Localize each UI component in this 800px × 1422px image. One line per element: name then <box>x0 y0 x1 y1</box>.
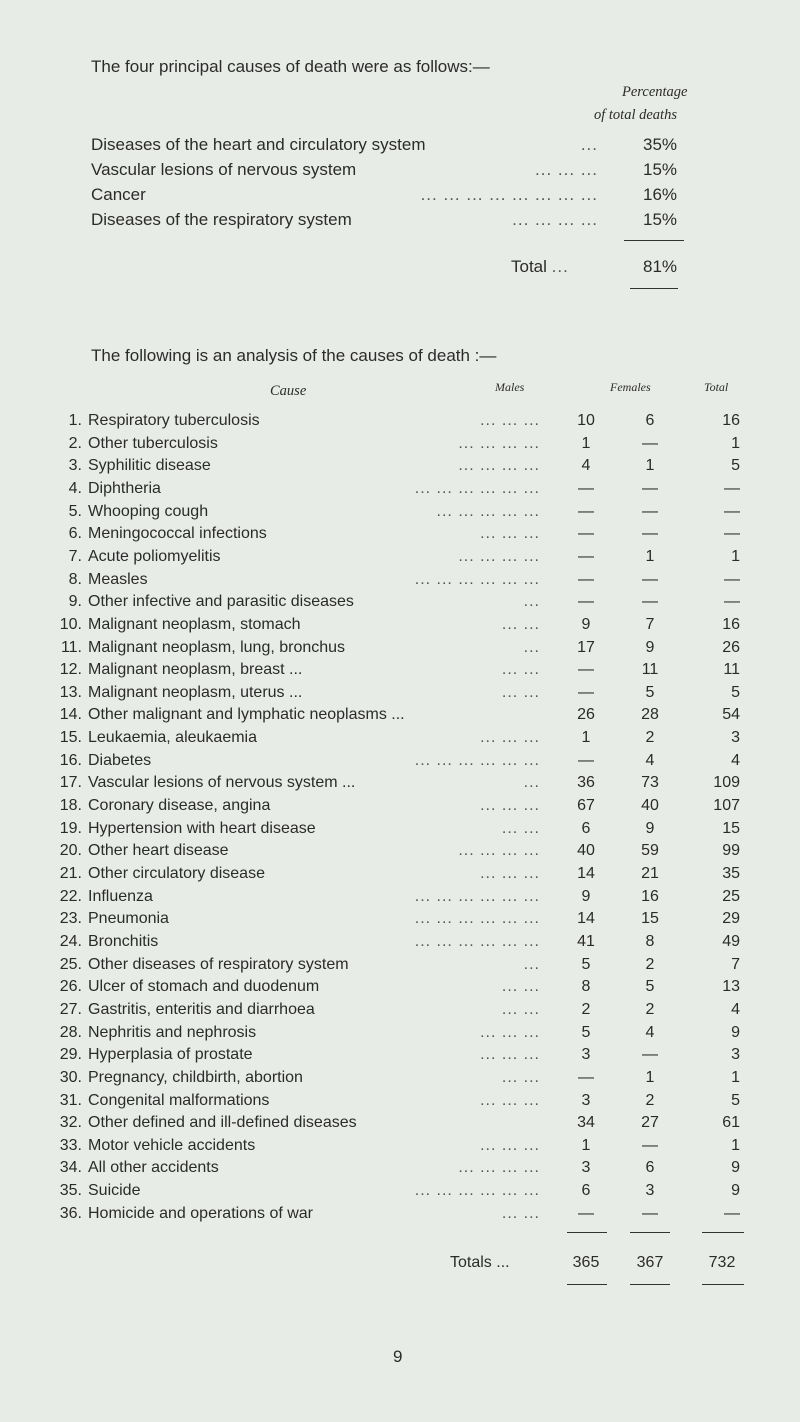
females-value: — <box>642 1046 658 1063</box>
totals-rule-bottom-total <box>702 1284 744 1285</box>
cause-label: Other diseases of respiratory system <box>88 956 349 973</box>
principal-cause-percentage: 15% <box>642 210 678 229</box>
leader-dots: ... ... ... <box>480 525 540 542</box>
males-value: 67 <box>577 797 595 814</box>
cause-label: Respiratory tuberculosis <box>88 412 260 429</box>
row-number: 13. <box>59 684 82 701</box>
total-value: 99 <box>722 842 740 859</box>
leader-dots: ... ... <box>501 1205 540 1222</box>
females-value: 6 <box>645 412 655 429</box>
row-number: 20. <box>59 842 82 859</box>
males-value: 5 <box>581 956 591 973</box>
row-number: 24. <box>59 933 82 950</box>
males-value: — <box>578 593 594 610</box>
row-number: 5. <box>68 503 82 520</box>
total-value: 9 <box>731 1024 740 1041</box>
cause-label: Pregnancy, childbirth, abortion <box>88 1069 303 1086</box>
leader-dots: ... ... ... ... ... <box>436 503 540 520</box>
cause-column-header: Cause <box>270 383 307 399</box>
total-value: 5 <box>731 684 740 701</box>
row-number: 36. <box>59 1205 82 1222</box>
males-value: 17 <box>577 639 595 656</box>
section2-intro: The following is an analysis of the causes of death :— <box>91 346 497 365</box>
cause-label: Ulcer of stomach and duodenum <box>88 978 320 995</box>
females-value: 9 <box>645 639 655 656</box>
row-number: 16. <box>59 752 82 769</box>
row-number: 2. <box>68 435 82 452</box>
leader-dots: ... ... ... <box>480 797 540 814</box>
leader-dots: ... ... ... ... ... ... <box>414 571 540 588</box>
cause-label: Syphilitic disease <box>88 457 211 474</box>
total-value: — <box>724 571 740 588</box>
females-value: — <box>642 435 658 452</box>
females-value: — <box>642 1137 658 1154</box>
total-value: 35 <box>722 865 740 882</box>
total-value: 13 <box>722 978 740 995</box>
percentage-header-line2: of total deaths <box>594 107 677 123</box>
females-value: 4 <box>645 1024 655 1041</box>
males-value: 36 <box>577 774 595 791</box>
leader-dots: ... <box>580 135 598 154</box>
females-value: 2 <box>645 1092 655 1109</box>
total-value: 11 <box>723 661 740 678</box>
leader-dots: ... ... ... <box>480 412 540 429</box>
males-value: 14 <box>577 910 595 927</box>
row-number: 30. <box>59 1069 82 1086</box>
total-value: 29 <box>722 910 740 927</box>
total-value: 1 <box>731 435 740 452</box>
total-value: 54 <box>722 706 740 723</box>
cause-label: Coronary disease, angina <box>88 797 271 814</box>
cause-label: Congenital malformations <box>88 1092 270 1109</box>
females-value: — <box>642 525 658 542</box>
row-number: 8. <box>68 571 82 588</box>
principal-cause-percentage: 35% <box>642 135 678 154</box>
row-number: 9. <box>68 593 82 610</box>
totals-label: Totals ... <box>450 1254 510 1271</box>
cause-label: Homicide and operations of war <box>88 1205 314 1222</box>
males-value: 1 <box>581 435 591 452</box>
row-number: 28. <box>59 1024 82 1041</box>
cause-label: Malignant neoplasm, stomach <box>88 616 301 633</box>
total-value: 5 <box>731 457 740 474</box>
principal-cause-label: Diseases of the heart and circulatory system <box>91 135 426 154</box>
females-value: 5 <box>645 684 655 701</box>
total-value: — <box>724 593 740 610</box>
leader-dots: ... ... ... ... <box>458 435 540 452</box>
leader-dots: ... <box>523 774 540 791</box>
females-value: 3 <box>645 1182 655 1199</box>
females-value: 15 <box>641 910 659 927</box>
males-value: — <box>578 684 594 701</box>
row-number: 18. <box>59 797 82 814</box>
males-value: 1 <box>581 1137 591 1154</box>
males-value: — <box>578 571 594 588</box>
leader-dots: ... ... ... ... <box>458 548 540 565</box>
males-value: 40 <box>577 842 595 859</box>
total-value: 4 <box>731 752 740 769</box>
leader-dots: ... <box>523 593 540 610</box>
males-value: 9 <box>581 888 591 905</box>
males-value: — <box>578 503 594 520</box>
leader-dots: ... ... ... <box>480 865 540 882</box>
cause-label: Vascular lesions of nervous system ... <box>88 774 356 791</box>
leader-dots: ... <box>523 639 540 656</box>
row-number: 10. <box>59 616 82 633</box>
principal-cause-percentage: 15% <box>642 160 678 179</box>
row-number: 14. <box>59 706 82 723</box>
cause-label: Diabetes <box>88 752 152 769</box>
females-value: 16 <box>641 888 659 905</box>
females-value: 73 <box>641 774 659 791</box>
row-number: 7. <box>68 548 82 565</box>
males-column-header: Males <box>495 380 525 394</box>
leader-dots: ... ... <box>501 684 540 701</box>
row-number: 34. <box>59 1159 82 1176</box>
total-rule-top <box>624 240 684 241</box>
females-column-header: Females <box>610 380 651 394</box>
total-value: 109 <box>713 774 740 791</box>
cause-label: Other defined and ill-defined diseases <box>88 1114 357 1131</box>
total-value: 9 <box>731 1159 740 1176</box>
row-number: 11. <box>60 639 82 656</box>
cause-label: Malignant neoplasm, breast ... <box>88 661 303 678</box>
principal-cause-label: Cancer <box>91 185 146 204</box>
cause-label: Other malignant and lymphatic neoplasms ... <box>88 706 405 723</box>
females-value: 8 <box>645 933 655 950</box>
section1-intro: The four principal causes of death were as follows:— <box>91 57 490 76</box>
females-value: 4 <box>645 752 655 769</box>
leader-dots: ... ... ... ... ... ... <box>414 888 540 905</box>
females-value: 11 <box>641 661 659 678</box>
total-value: — <box>724 525 740 542</box>
females-value: 1 <box>645 548 655 565</box>
females-value: 7 <box>645 616 655 633</box>
cause-label: Nephritis and nephrosis <box>88 1024 257 1041</box>
males-value: — <box>578 1205 594 1222</box>
total-value: 3 <box>731 729 740 746</box>
row-number: 1. <box>68 412 82 429</box>
leader-dots: ... ... ... ... ... ... ... ... <box>420 185 598 204</box>
leader-dots: ... ... ... ... ... ... <box>414 752 540 769</box>
leader-dots: ... ... <box>501 1001 540 1018</box>
males-value: 9 <box>581 616 591 633</box>
percentage-header-line1: Percentage <box>622 84 688 100</box>
leader-dots: ... ... ... <box>480 1046 540 1063</box>
males-value: 34 <box>577 1114 595 1131</box>
row-number: 27. <box>59 1001 82 1018</box>
row-number: 32. <box>59 1114 82 1131</box>
total-value: 1 <box>731 1069 740 1086</box>
total-value: 7 <box>731 956 740 973</box>
leader-dots: ... ... ... <box>480 1137 540 1154</box>
total-value: 107 <box>713 797 740 814</box>
cause-label: Malignant neoplasm, lung, bronchus <box>88 639 346 656</box>
cause-label: Other infective and parasitic diseases <box>88 593 354 610</box>
total-value: 25 <box>722 888 740 905</box>
males-value: 1 <box>581 729 591 746</box>
cause-label: Leukaemia, aleukaemia <box>88 729 257 746</box>
males-value: 8 <box>581 978 591 995</box>
totals-rule-top-females <box>630 1232 670 1233</box>
total-value: 15 <box>722 820 740 837</box>
females-value: 59 <box>641 842 659 859</box>
total-value: 4 <box>731 1001 740 1018</box>
leader-dots: ... ... ... ... <box>458 1159 540 1176</box>
total-value: 16 <box>722 412 740 429</box>
row-number: 21. <box>59 865 82 882</box>
leader-dots: ... ... <box>501 616 540 633</box>
cause-label: Other tuberculosis <box>88 435 218 452</box>
leader-dots: ... ... <box>501 978 540 995</box>
females-value: 21 <box>641 865 659 882</box>
total-value: 61 <box>722 1114 740 1131</box>
row-number: 26. <box>59 978 82 995</box>
males-value: 6 <box>581 1182 591 1199</box>
males-value: — <box>578 661 594 678</box>
females-value: 2 <box>645 729 655 746</box>
row-number: 15. <box>59 729 82 746</box>
row-number: 19. <box>59 820 82 837</box>
page-number: 9 <box>393 1347 403 1366</box>
total-value: 49 <box>722 933 740 950</box>
males-value: 26 <box>577 706 595 723</box>
males-value: 6 <box>581 820 591 837</box>
males-value: 4 <box>581 457 591 474</box>
cause-label: All other accidents <box>88 1159 219 1176</box>
females-value: 27 <box>641 1114 659 1131</box>
total-value: — <box>724 1205 740 1222</box>
males-value: — <box>578 525 594 542</box>
leader-dots: ... ... ... ... <box>458 457 540 474</box>
cause-label: Hypertension with heart disease <box>88 820 316 837</box>
row-number: 23. <box>59 910 82 927</box>
totals-males: 365 <box>572 1254 600 1271</box>
cause-label: Whooping cough <box>88 503 209 520</box>
cause-label: Influenza <box>88 888 153 905</box>
row-number: 33. <box>59 1137 82 1154</box>
total-value: 5 <box>731 1092 740 1109</box>
total-rule-bottom <box>630 288 678 289</box>
leader-dots: ... <box>523 956 540 973</box>
leader-dots: ... ... ... ... ... ... <box>414 933 540 950</box>
leader-dots: ... ... ... ... <box>512 210 598 229</box>
principal-total-value: 81% <box>642 257 678 276</box>
leader-dots: ... ... <box>501 1069 540 1086</box>
females-value: 6 <box>645 1159 655 1176</box>
cause-label: Pneumonia <box>88 910 169 927</box>
leader-dots: ... ... ... <box>480 1024 540 1041</box>
leader-dots: ... ... ... <box>480 729 540 746</box>
females-value: 2 <box>645 956 655 973</box>
leader-dots: ... ... ... ... <box>458 842 540 859</box>
totals-females: 367 <box>636 1254 664 1271</box>
leader-dots: ... ... ... ... ... ... <box>414 1182 540 1199</box>
totals-rule-top-males <box>567 1232 607 1233</box>
cause-label: Acute poliomyelitis <box>88 548 221 565</box>
total-value: — <box>724 480 740 497</box>
females-value: — <box>642 480 658 497</box>
cause-label: Other heart disease <box>88 842 229 859</box>
row-number: 12. <box>59 661 82 678</box>
row-number: 35. <box>59 1182 82 1199</box>
row-number: 25. <box>59 956 82 973</box>
males-value: 3 <box>581 1159 591 1176</box>
males-value: 3 <box>581 1092 591 1109</box>
males-value: 10 <box>577 412 595 429</box>
females-value: 1 <box>645 457 655 474</box>
row-number: 6. <box>68 525 82 542</box>
leader-dots: ... ... <box>501 820 540 837</box>
principal-cause-percentage: 16% <box>642 185 678 204</box>
males-value: — <box>578 548 594 565</box>
cause-label: Bronchitis <box>88 933 159 950</box>
totals-rule-top-total <box>702 1232 744 1233</box>
males-value: 14 <box>577 865 595 882</box>
females-value: 1 <box>645 1069 655 1086</box>
cause-label: Hyperplasia of prostate <box>88 1046 253 1063</box>
principal-cause-label: Vascular lesions of nervous system <box>91 160 357 179</box>
total-column-header: Total <box>704 380 729 394</box>
leader-dots: ... ... ... ... ... ... <box>414 910 540 927</box>
cause-label: Other circulatory disease <box>88 865 265 882</box>
row-number: 22. <box>59 888 82 905</box>
cause-label: Motor vehicle accidents <box>88 1137 256 1154</box>
males-value: 2 <box>581 1001 591 1018</box>
leader-dots: ... ... ... <box>480 1092 540 1109</box>
cause-label: Gastritis, enteritis and diarrhoea <box>88 1001 315 1018</box>
row-number: 31. <box>59 1092 82 1109</box>
cause-label: Malignant neoplasm, uterus ... <box>88 684 303 701</box>
totals-rule-bottom-males <box>567 1284 607 1285</box>
principal-total-label: Total ... <box>511 257 569 276</box>
cause-label: Measles <box>88 571 148 588</box>
females-value: 28 <box>641 706 659 723</box>
total-value: 1 <box>731 1137 740 1154</box>
row-number: 29. <box>59 1046 82 1063</box>
males-value: 3 <box>581 1046 591 1063</box>
females-value: — <box>642 503 658 520</box>
total-value: 3 <box>731 1046 740 1063</box>
totals-total: 732 <box>708 1254 736 1271</box>
total-value: 16 <box>722 616 740 633</box>
total-value: 9 <box>731 1182 740 1199</box>
females-value: 2 <box>645 1001 655 1018</box>
females-value: — <box>642 593 658 610</box>
leader-dots: ... ... <box>501 661 540 678</box>
row-number: 3. <box>68 457 82 474</box>
cause-label: Diphtheria <box>88 480 161 497</box>
total-value: — <box>724 503 740 520</box>
females-value: 5 <box>645 978 655 995</box>
cause-label: Meningococcal infections <box>88 525 267 542</box>
males-value: — <box>578 480 594 497</box>
females-value: — <box>642 571 658 588</box>
total-value: 26 <box>722 639 740 656</box>
males-value: 5 <box>581 1024 591 1041</box>
leader-dots: ... ... ... ... ... ... <box>414 480 540 497</box>
cause-label: Suicide <box>88 1182 141 1199</box>
row-number: 4. <box>68 480 82 497</box>
females-value: 40 <box>641 797 659 814</box>
principal-cause-label: Diseases of the respiratory system <box>91 210 352 229</box>
males-value: — <box>578 1069 594 1086</box>
males-value: — <box>578 752 594 769</box>
females-value: — <box>642 1205 658 1222</box>
totals-rule-bottom-females <box>630 1284 670 1285</box>
leader-dots: ... ... ... <box>535 160 598 179</box>
total-value: 1 <box>731 548 740 565</box>
females-value: 9 <box>645 820 655 837</box>
row-number: 17. <box>59 774 82 791</box>
males-value: 41 <box>577 933 595 950</box>
